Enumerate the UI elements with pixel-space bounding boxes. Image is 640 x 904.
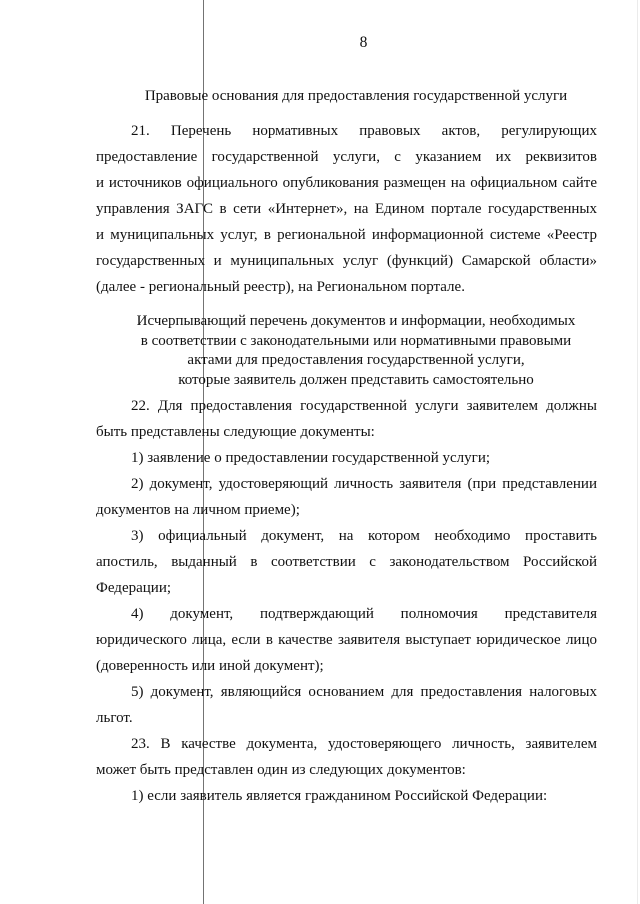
- heading-required-documents: [96, 312, 616, 390]
- paragraph-line: апостиль, выданный в соответствии с законодательством Российской: [96, 554, 597, 570]
- list-item-22-2: [96, 471, 597, 523]
- heading-line: актами для предоставления государственной услуги,: [187, 352, 525, 368]
- list-item-22-5: [96, 679, 597, 731]
- list-item-23-1: [96, 783, 597, 809]
- paragraph-line: управления ЗАГС в сети «Интернет», на Едином портале государственных: [96, 201, 597, 217]
- paragraph-line: 1) если заявитель является гражданином Российской Федерации:: [131, 788, 548, 804]
- paragraph-line: (доверенность или иной документ);: [96, 658, 324, 674]
- paragraph-line: 23. В качестве документа, удостоверяющего личность, заявителем: [131, 736, 597, 752]
- paragraph-22: [96, 393, 597, 445]
- list-item-22-3: [96, 523, 597, 601]
- list-item-22-1: [96, 445, 597, 471]
- paragraph-line: документов на личном приеме);: [96, 502, 300, 518]
- page-edge: [637, 0, 638, 904]
- heading-line: в соответствии с законодательными или нормативными правовыми: [140, 332, 572, 349]
- list-item-22-4: [96, 601, 597, 679]
- paragraph-line: и муниципальных услуг, в региональной информационной системе «Реестр: [96, 227, 597, 243]
- paragraph-line: 22. Для предоставления государственной услуги заявителем должны: [131, 398, 597, 414]
- paragraph-21: [96, 118, 597, 300]
- heading-line: Исчерпывающий перечень документов и информации, необходимых: [136, 313, 576, 329]
- paragraph-line: быть представлены следующие документы:: [96, 424, 375, 440]
- paragraph-line: (далее - региональный реестр), на Региональном портале.: [96, 279, 465, 295]
- page-number: 8: [359, 34, 368, 51]
- paragraph-line: юридического лица, если в качестве заявителя выступает юридическое лицо: [96, 632, 597, 648]
- paragraph-line: предоставление государственной услуги, с указанием их реквизитов: [96, 149, 597, 165]
- heading-line: которые заявитель должен представить самостоятельно: [178, 371, 534, 388]
- heading-legal-basis: Правовые основания для предоставления государственной услуги: [144, 88, 568, 104]
- paragraph-line: 4) документ, подтверждающий полномочия представителя: [131, 606, 597, 622]
- paragraph-line: государственных и муниципальных услуг (функций) Самарской области»: [96, 253, 597, 269]
- paragraph-23: [96, 731, 597, 783]
- paragraph-line: 21. Перечень нормативных правовых актов, регулирующих: [131, 123, 597, 139]
- paragraph-line: может быть представлен один из следующих документов:: [96, 762, 466, 778]
- paragraph-line: Федерации;: [96, 580, 172, 596]
- paragraph-line: 3) официальный документ, на котором необходимо проставить: [131, 528, 597, 544]
- paragraph-line: и источников официального опубликования размещен на официальном сайте: [96, 175, 597, 191]
- paragraph-line: 1) заявление о предоставлении государственной услуги;: [131, 450, 491, 466]
- paragraph-line: 5) документ, являющийся основанием для предоставления налоговых: [131, 684, 597, 700]
- paragraph-line: льгот.: [96, 710, 133, 726]
- paragraph-line: 2) документ, удостоверяющий личность заявителя (при представлении: [131, 476, 597, 492]
